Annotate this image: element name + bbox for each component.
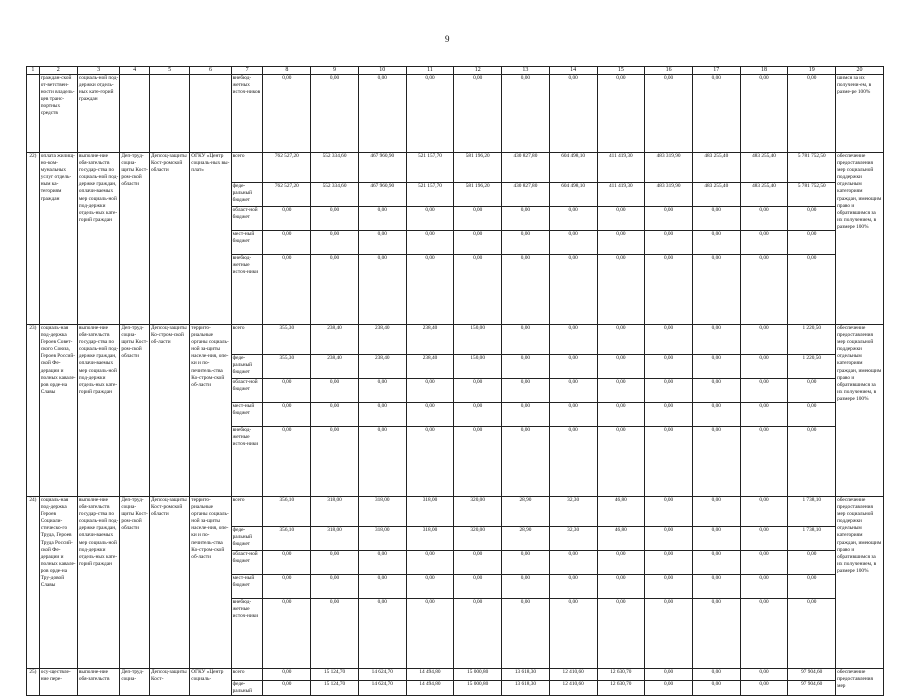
amount-cell: 12 630,70 [597, 669, 645, 681]
amount-cell: 0,00 [740, 379, 788, 403]
amount-cell: 14 624,70 [358, 681, 406, 696]
amount-cell: 0,00 [406, 75, 454, 153]
table-row [27, 669, 884, 681]
funding-source-cell: мест-ный бюджет [231, 403, 263, 427]
funding-source-cell: област-ной бюджет [231, 379, 263, 403]
amount-cell: 0,00 [454, 231, 502, 255]
amount-cell: 14 624,70 [358, 669, 406, 681]
measure-goal-cell: социаль-ной под-держки отдель-ных кате-горий граждан [77, 75, 119, 153]
header-cell-11: 11 [406, 67, 454, 75]
amount-cell: 0,00 [740, 355, 788, 379]
header-cell-17: 17 [692, 67, 740, 75]
responsible-executor-cell: Деп-труд-социа-щиты Кост-ром-ской области [120, 325, 150, 497]
amount-cell: 355,30 [263, 325, 311, 355]
amount-cell: 0,00 [549, 599, 597, 669]
amount-cell: 0,00 [692, 575, 740, 599]
amount-cell: 150,00 [454, 355, 502, 379]
amount-cell: 0,00 [597, 427, 645, 497]
header-cell-1: 1 [27, 67, 40, 75]
amount-cell: 483 255,40 [692, 183, 740, 207]
amount-cell: 0,00 [263, 379, 311, 403]
measure-goal-cell: выполне-ние обя-зательств [77, 669, 119, 696]
amount-cell: 13 618,30 [502, 681, 550, 696]
amount-cell: 0,00 [597, 75, 645, 153]
funding-source-cell: феде-ральный бюджет [231, 527, 263, 551]
amount-cell: 0,00 [358, 575, 406, 599]
amount-cell: 0,00 [740, 681, 788, 696]
amount-cell: 0,00 [454, 207, 502, 231]
amount-cell: 1 738,10 [788, 497, 836, 527]
header-cell-9: 9 [311, 67, 359, 75]
amount-cell: 0,00 [597, 255, 645, 325]
amount-cell: 0,00 [740, 255, 788, 325]
amount-cell: 0,00 [549, 325, 597, 355]
amount-cell: 0,00 [549, 207, 597, 231]
amount-cell: 0,00 [406, 379, 454, 403]
amount-cell: 5 781 752,50 [788, 183, 836, 207]
amount-cell: 0,00 [740, 669, 788, 681]
funding-source-cell: внебюд-жетные источ-ники [231, 599, 263, 669]
funding-source-cell: област-ной бюджет [231, 207, 263, 231]
amount-cell: 483 255,40 [740, 153, 788, 183]
amount-cell: 0,00 [645, 669, 693, 681]
amount-cell: 483 319,90 [645, 183, 693, 207]
amount-cell: 0,00 [406, 231, 454, 255]
amount-cell: 0,00 [263, 575, 311, 599]
amount-cell: 0,00 [358, 255, 406, 325]
amount-cell: 0,00 [645, 379, 693, 403]
amount-cell: 0,00 [502, 325, 550, 355]
header-cell-19: 19 [788, 67, 836, 75]
amount-cell: 0,00 [692, 497, 740, 527]
amount-cell: 0,00 [406, 427, 454, 497]
measure-goal-cell: выполне-ние обя-зательств государ-ства по социаль-ной под-держке граждан, оплачи-ваемых мер социаль-ной под-держки отдель-ных кате-горий граждан [77, 153, 119, 325]
funding-source-cell: феде-ральный бюджет [231, 183, 263, 207]
amount-cell: 0,00 [502, 355, 550, 379]
amount-cell: 0,00 [692, 403, 740, 427]
table-row [27, 153, 884, 183]
amount-cell: 1 220,50 [788, 355, 836, 379]
header-cell-14: 14 [549, 67, 597, 75]
amount-cell: 0,00 [692, 681, 740, 696]
table-row [27, 325, 884, 355]
amount-cell: 0,00 [788, 207, 836, 231]
amount-cell: 0,00 [645, 355, 693, 379]
amount-cell: 0,00 [311, 575, 359, 599]
amount-cell: 14 494,80 [406, 681, 454, 696]
amount-cell: 0,00 [788, 231, 836, 255]
amount-cell: 581 196,20 [454, 153, 502, 183]
header-cell-4: 4 [120, 67, 150, 75]
amount-cell: 0,00 [645, 527, 693, 551]
amount-cell: 15 000,80 [454, 669, 502, 681]
amount-cell: 0,00 [597, 551, 645, 575]
funding-source-cell: мест-ный бюджет [231, 575, 263, 599]
amount-cell: 15 124,70 [311, 681, 359, 696]
row-index-cell: 22) [27, 153, 40, 325]
amount-cell: 0,00 [597, 325, 645, 355]
amount-cell: 46,80 [597, 497, 645, 527]
amount-cell: 0,00 [740, 551, 788, 575]
result-cell: обеспечение предоставления мер социальной поддержки отдельным категориям граждан, имеющим право и обратившимся за их получением, в размере 100% [836, 325, 884, 497]
amount-cell: 0,00 [645, 207, 693, 231]
amount-cell: 0,00 [263, 681, 311, 696]
amount-cell: 0,00 [502, 551, 550, 575]
amount-cell: 0,00 [454, 427, 502, 497]
funding-source-cell: всего [231, 669, 263, 681]
recipient-cell: ОГКУ «Центр социаль-ных вы-плат» [190, 153, 231, 325]
amount-cell: 97 904,60 [788, 681, 836, 696]
amount-cell: 0,00 [740, 599, 788, 669]
header-cell-7: 7 [231, 67, 263, 75]
responsible-executor-cell [120, 75, 150, 153]
amount-cell: 318,00 [311, 527, 359, 551]
amount-cell: 318,00 [358, 497, 406, 527]
amount-cell: 0,00 [692, 355, 740, 379]
amount-cell: 318,00 [406, 527, 454, 551]
amount-cell: 604 498,10 [549, 183, 597, 207]
result-cell: обеспечение предоставления мер [836, 669, 884, 696]
amount-cell: 0,00 [692, 207, 740, 231]
funding-source-cell: внебюд-жетные источ-ники [231, 255, 263, 325]
amount-cell: 0,00 [740, 575, 788, 599]
amount-cell: 0,00 [597, 207, 645, 231]
amount-cell: 483 319,90 [645, 153, 693, 183]
amount-cell: 356,10 [263, 527, 311, 551]
amount-cell: 0,00 [502, 599, 550, 669]
amount-cell: 762 527,20 [263, 183, 311, 207]
header-cell-18: 18 [740, 67, 788, 75]
amount-cell: 0,00 [597, 379, 645, 403]
header-cell-5: 5 [150, 67, 190, 75]
amount-cell: 0,00 [358, 551, 406, 575]
amount-cell: 0,00 [454, 255, 502, 325]
amount-cell: 0,00 [788, 599, 836, 669]
amount-cell: 318,00 [406, 497, 454, 527]
amount-cell: 467 960,90 [358, 153, 406, 183]
amount-cell: 0,00 [740, 75, 788, 153]
row-index-cell: 24) [27, 497, 40, 669]
amount-cell: 0,00 [358, 599, 406, 669]
amount-cell: 0,00 [263, 599, 311, 669]
row-index-cell [27, 75, 40, 153]
amount-cell: 0,00 [454, 599, 502, 669]
amount-cell: 0,00 [358, 207, 406, 231]
amount-cell: 28,90 [502, 527, 550, 551]
amount-cell: 762 527,20 [263, 153, 311, 183]
amount-cell: 238,40 [358, 355, 406, 379]
amount-cell: 0,00 [692, 551, 740, 575]
measure-name-cell: социаль-ная под-держка Героев Социали-стическо-го Труда, Героев Труда Россий-ской Фе-дерации и полных кавале-ров орде-на Тру-довой Славы [39, 497, 77, 669]
amount-cell: 0,00 [311, 255, 359, 325]
amount-cell: 0,00 [692, 75, 740, 153]
amount-cell: 0,00 [502, 403, 550, 427]
recipient-cell [190, 75, 231, 153]
amount-cell: 238,40 [311, 325, 359, 355]
row-index-cell: 25) [27, 669, 40, 696]
amount-cell: 411 419,30 [597, 153, 645, 183]
header-cell-20: 20 [836, 67, 884, 75]
amount-cell: 0,00 [788, 255, 836, 325]
amount-cell: 150,00 [454, 325, 502, 355]
amount-cell: 12 410,60 [549, 681, 597, 696]
amount-cell: 0,00 [549, 355, 597, 379]
amount-cell: 0,00 [502, 379, 550, 403]
amount-cell: 97 904,60 [788, 669, 836, 681]
amount-cell: 355,30 [263, 355, 311, 379]
amount-cell: 1 220,50 [788, 325, 836, 355]
amount-cell: 0,00 [263, 427, 311, 497]
amount-cell: 356,10 [263, 497, 311, 527]
amount-cell: 0,00 [263, 403, 311, 427]
amount-cell: 0,00 [645, 75, 693, 153]
amount-cell: 0,00 [597, 355, 645, 379]
amount-cell: 0,00 [263, 75, 311, 153]
header-cell-8: 8 [263, 67, 311, 75]
funding-source-cell: мест-ный бюджет [231, 231, 263, 255]
funding-source-cell: всего [231, 325, 263, 355]
amount-cell: 0,00 [311, 75, 359, 153]
co-executor-cell [150, 75, 190, 153]
amount-cell: 320,00 [454, 527, 502, 551]
amount-cell: 521 157,70 [406, 183, 454, 207]
amount-cell: 604 498,10 [549, 153, 597, 183]
measure-name-cell: социаль-ная под-держка Героев Совет-ского Союза, Героев Россий-ской Фе-дерации и полных кавале-ров орде-на Славы [39, 325, 77, 497]
header-cell-16: 16 [645, 67, 693, 75]
amount-cell: 0,00 [549, 231, 597, 255]
amount-cell: 12 630,70 [597, 681, 645, 696]
amount-cell: 238,40 [358, 325, 406, 355]
funding-source-cell: всего [231, 153, 263, 183]
funding-source-cell: всего [231, 497, 263, 527]
table-header-row [27, 67, 884, 75]
result-cell: обеспечение предоставления мер социальной поддержки отдельным категориям граждан, имеющим право и обратившимся за их получением, в размере 100% [836, 497, 884, 669]
amount-cell: 0,00 [549, 379, 597, 403]
co-executor-cell: Депсоц-защиты Кост-ромской области [150, 497, 190, 669]
amount-cell: 0,00 [406, 599, 454, 669]
amount-cell: 0,00 [692, 379, 740, 403]
amount-cell: 15 124,70 [311, 669, 359, 681]
amount-cell: 5 781 752,50 [788, 153, 836, 183]
amount-cell: 0,00 [358, 231, 406, 255]
amount-cell: 467 960,90 [358, 183, 406, 207]
amount-cell: 0,00 [502, 575, 550, 599]
row-index-cell: 23) [27, 325, 40, 497]
amount-cell: 0,00 [597, 599, 645, 669]
amount-cell: 0,00 [740, 497, 788, 527]
amount-cell: 318,00 [358, 527, 406, 551]
amount-cell: 0,00 [692, 599, 740, 669]
measure-goal-cell: выполне-ние обя-зательств государ-ства по социаль-ной под-держке граждан, оплачи-ваемых мер социаль-ной под-держки отдель-ных кате-горий граждан [77, 325, 119, 497]
amount-cell: 0,00 [454, 551, 502, 575]
amount-cell: 0,00 [645, 497, 693, 527]
amount-cell: 0,00 [645, 255, 693, 325]
header-cell-10: 10 [358, 67, 406, 75]
amount-cell: 14 494,80 [406, 669, 454, 681]
amount-cell: 238,40 [406, 325, 454, 355]
page-number: 9 [445, 34, 450, 44]
amount-cell: 581 196,20 [454, 183, 502, 207]
amount-cell: 0,00 [692, 231, 740, 255]
program-table [26, 66, 884, 696]
amount-cell: 1 738,10 [788, 527, 836, 551]
amount-cell: 318,00 [311, 497, 359, 527]
co-executor-cell: Депсоц-защиты Кост-ромской области [150, 153, 190, 325]
amount-cell: 0,00 [549, 403, 597, 427]
amount-cell: 0,00 [502, 255, 550, 325]
amount-cell: 12 410,60 [549, 669, 597, 681]
measure-goal-cell: выполне-ние обя-зательств государ-ства по социаль-ной под-держке граждан, оплачи-ваемых мер социаль-ной под-держки отдель-ных кате-горий граждан [77, 497, 119, 669]
amount-cell: 0,00 [597, 403, 645, 427]
co-executor-cell: Депсоц-защиты Ко-стром-ской об-ласти [150, 325, 190, 497]
amount-cell: 0,00 [740, 403, 788, 427]
amount-cell: 0,00 [692, 325, 740, 355]
measure-name-cell: оплата жилищ-но-ком-мунальных услуг отдель-ным ка-тегориям граждан [39, 153, 77, 325]
amount-cell: 0,00 [311, 403, 359, 427]
amount-cell: 0,00 [645, 575, 693, 599]
recipient-cell: террито-риальные органы социаль-ной за-щиты населе-ния, опе-ки и по-печитель-ства Ко-стром-ской об-ласти [190, 497, 231, 669]
amount-cell: 0,00 [311, 427, 359, 497]
amount-cell: 0,00 [311, 231, 359, 255]
amount-cell: 0,00 [502, 231, 550, 255]
header-cell-13: 13 [502, 67, 550, 75]
amount-cell: 0,00 [645, 599, 693, 669]
funding-source-cell: област-ной бюджет [231, 551, 263, 575]
header-cell-6: 6 [190, 67, 231, 75]
amount-cell: 552 334,60 [311, 153, 359, 183]
funding-source-cell: внебюд-жетные источ-ники [231, 427, 263, 497]
amount-cell: 0,00 [597, 575, 645, 599]
result-cell: шимся за их получени-ем, в разме-ре 100% [836, 75, 884, 153]
amount-cell: 430 827,80 [502, 153, 550, 183]
amount-cell: 483 255,40 [692, 153, 740, 183]
amount-cell: 32,30 [549, 527, 597, 551]
table-row [27, 497, 884, 527]
amount-cell: 15 000,80 [454, 681, 502, 696]
amount-cell: 0,00 [358, 75, 406, 153]
amount-cell: 483 255,40 [740, 183, 788, 207]
amount-cell: 0,00 [454, 379, 502, 403]
amount-cell: 0,00 [740, 427, 788, 497]
amount-cell: 0,00 [645, 231, 693, 255]
amount-cell: 430 827,80 [502, 183, 550, 207]
amount-cell: 0,00 [311, 551, 359, 575]
amount-cell: 0,00 [549, 551, 597, 575]
amount-cell: 0,00 [692, 669, 740, 681]
amount-cell: 0,00 [740, 231, 788, 255]
amount-cell: 0,00 [645, 403, 693, 427]
amount-cell: 0,00 [788, 551, 836, 575]
amount-cell: 0,00 [549, 75, 597, 153]
co-executor-cell: Депсоц-защиты Кост- [150, 669, 190, 696]
amount-cell: 0,00 [692, 427, 740, 497]
amount-cell: 238,40 [311, 355, 359, 379]
amount-cell: 0,00 [740, 325, 788, 355]
amount-cell: 0,00 [740, 527, 788, 551]
amount-cell: 320,00 [454, 497, 502, 527]
amount-cell: 0,00 [263, 207, 311, 231]
amount-cell: 238,40 [406, 355, 454, 379]
amount-cell: 0,00 [740, 207, 788, 231]
amount-cell: 0,00 [311, 599, 359, 669]
amount-cell: 0,00 [788, 75, 836, 153]
amount-cell: 521 157,70 [406, 153, 454, 183]
amount-cell: 0,00 [454, 575, 502, 599]
amount-cell: 0,00 [597, 231, 645, 255]
funding-source-cell: феде-ральный [231, 681, 263, 696]
amount-cell: 0,00 [263, 231, 311, 255]
amount-cell: 411 419,30 [597, 183, 645, 207]
amount-cell: 0,00 [645, 427, 693, 497]
measure-name-cell: граждан-ской от-ветствен-ности владель-цев транс-портных средств [39, 75, 77, 153]
amount-cell: 0,00 [406, 255, 454, 325]
responsible-executor-cell: Деп-труд-социа-щиты Кост-ром-ской области [120, 497, 150, 669]
amount-cell: 0,00 [549, 575, 597, 599]
amount-cell: 0,00 [645, 551, 693, 575]
program-table-container [26, 66, 884, 696]
amount-cell: 0,00 [502, 75, 550, 153]
amount-cell: 0,00 [358, 427, 406, 497]
amount-cell: 13 618,30 [502, 669, 550, 681]
amount-cell: 0,00 [454, 75, 502, 153]
recipient-cell: террито-риальные органы социаль-ной за-щиты населе-ния, опе-ки и по-печитель-ства Ко-стром-ской об-ласти [190, 325, 231, 497]
amount-cell: 0,00 [263, 669, 311, 681]
amount-cell: 46,80 [597, 527, 645, 551]
amount-cell: 0,00 [311, 379, 359, 403]
measure-name-cell: осу-ществле-ние пере- [39, 669, 77, 696]
responsible-executor-cell: Деп-труд-социа-щиты Кост-ром-ской области [120, 153, 150, 325]
table-row [27, 75, 884, 153]
amount-cell: 0,00 [788, 575, 836, 599]
amount-cell: 32,30 [549, 497, 597, 527]
amount-cell: 0,00 [406, 575, 454, 599]
amount-cell: 0,00 [454, 403, 502, 427]
amount-cell: 0,00 [788, 403, 836, 427]
amount-cell: 0,00 [788, 427, 836, 497]
amount-cell: 0,00 [692, 527, 740, 551]
recipient-cell: ОГКУ «Центр социаль- [190, 669, 231, 696]
amount-cell: 0,00 [358, 379, 406, 403]
amount-cell: 0,00 [549, 427, 597, 497]
amount-cell: 0,00 [645, 325, 693, 355]
amount-cell: 0,00 [645, 681, 693, 696]
amount-cell: 0,00 [788, 379, 836, 403]
amount-cell: 0,00 [549, 255, 597, 325]
funding-source-cell: внебюд-жетных источ-ников [231, 75, 263, 153]
amount-cell: 0,00 [263, 551, 311, 575]
result-cell: обеспечение предоставления мер социальной поддержки отдельным категориям граждан, имеющим право и обратившимся за их получением, в размере 100% [836, 153, 884, 325]
amount-cell: 0,00 [692, 255, 740, 325]
funding-source-cell: феде-ральный бюджет [231, 355, 263, 379]
amount-cell: 0,00 [263, 255, 311, 325]
header-cell-2: 2 [39, 67, 77, 75]
amount-cell: 28,90 [502, 497, 550, 527]
amount-cell: 0,00 [358, 403, 406, 427]
amount-cell: 0,00 [502, 427, 550, 497]
header-cell-15: 15 [597, 67, 645, 75]
responsible-executor-cell: Деп-труд-социа- [120, 669, 150, 696]
amount-cell: 0,00 [502, 207, 550, 231]
amount-cell: 0,00 [406, 551, 454, 575]
amount-cell: 0,00 [406, 207, 454, 231]
amount-cell: 0,00 [311, 207, 359, 231]
header-cell-3: 3 [77, 67, 119, 75]
amount-cell: 0,00 [406, 403, 454, 427]
header-cell-12: 12 [454, 67, 502, 75]
amount-cell: 552 334,60 [311, 183, 359, 207]
